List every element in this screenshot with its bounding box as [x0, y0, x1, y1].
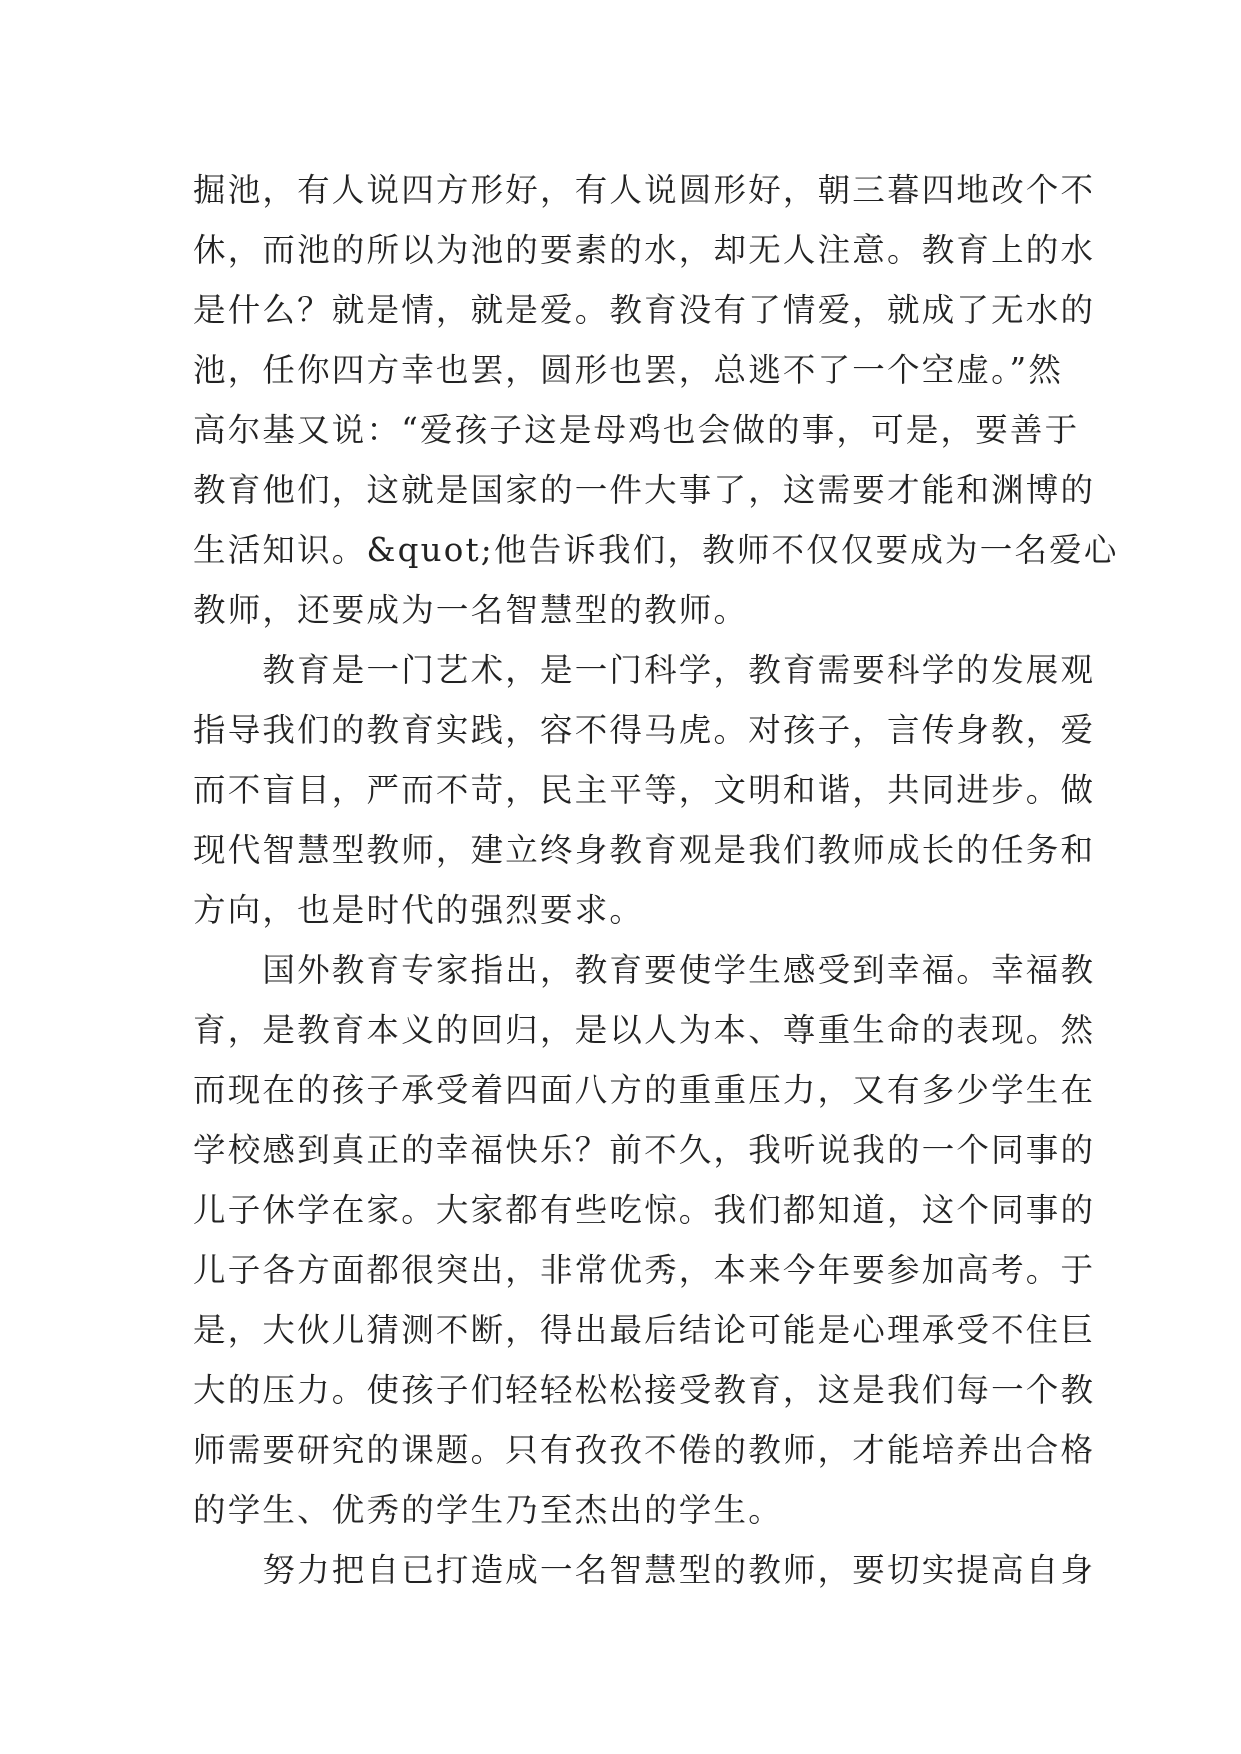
text-line: 生活知识。&quot;他告诉我们，教师不仅仅要成为一名爱心 — [193, 531, 1119, 569]
text-line: 是什么？就是情，就是爱。教育没有了情爱，就成了无水的 — [193, 291, 1096, 329]
text-line: 大的压力。使孩子们轻轻松松接受教育，这是我们每一个教 — [193, 1371, 1096, 1409]
text-line: 师需要研究的课题。只有孜孜不倦的教师，才能培养出合格 — [193, 1431, 1096, 1469]
text-line: 是，大伙儿猜测不断，得出最后结论可能是心理承受不住巨 — [193, 1311, 1096, 1349]
text-line: 的学生、优秀的学生乃至杰出的学生。 — [193, 1491, 783, 1529]
text-line: 教育是一门艺术，是一门科学，教育需要科学的发展观 — [193, 651, 1096, 689]
text-line: 儿子各方面都很突出，非常优秀，本来今年要参加高考。于 — [193, 1251, 1096, 1289]
text-line: 指导我们的教育实践，容不得马虎。对孩子，言传身教，爱 — [193, 711, 1096, 749]
text-line: 现代智慧型教师，建立终身教育观是我们教师成长的任务和 — [193, 831, 1096, 869]
text-line: 儿子休学在家。大家都有些吃惊。我们都知道，这个同事的 — [193, 1191, 1096, 1229]
text-line: 掘池，有人说四方形好，有人说圆形好，朝三暮四地改个不 — [193, 171, 1096, 209]
text-line: 方向，也是时代的强烈要求。 — [193, 891, 645, 929]
text-line: 池，任你四方幸也罢，圆形也罢，总逃不了一个空虚。”然 — [193, 351, 1064, 389]
text-line: 学校感到真正的幸福快乐？前不久，我听说我的一个同事的 — [193, 1131, 1096, 1169]
text-line: 国外教育专家指出，教育要使学生感受到幸福。幸福教 — [193, 951, 1096, 989]
text-line: 教育他们，这就是国家的一件大事了，这需要才能和渊博的 — [193, 471, 1096, 509]
text-line: 而现在的孩子承受着四面八方的重重压力，又有多少学生在 — [193, 1071, 1096, 1109]
text-line: 育，是教育本义的回归，是以人为本、尊重生命的表现。然 — [193, 1011, 1096, 1049]
text-line: 高尔基又说：“爱孩子这是母鸡也会做的事，可是，要善于 — [193, 411, 1080, 449]
text-line: 努力把自已打造成一名智慧型的教师，要切实提高自身 — [193, 1551, 1096, 1589]
text-line: 休，而池的所以为池的要素的水，却无人注意。教育上的水 — [193, 231, 1096, 269]
text-line: 教师，还要成为一名智慧型的教师。 — [193, 591, 749, 629]
text-line: 而不盲目，严而不苛，民主平等，文明和谐，共同进步。做 — [193, 771, 1096, 809]
body-text — [193, 160, 1119, 1600]
